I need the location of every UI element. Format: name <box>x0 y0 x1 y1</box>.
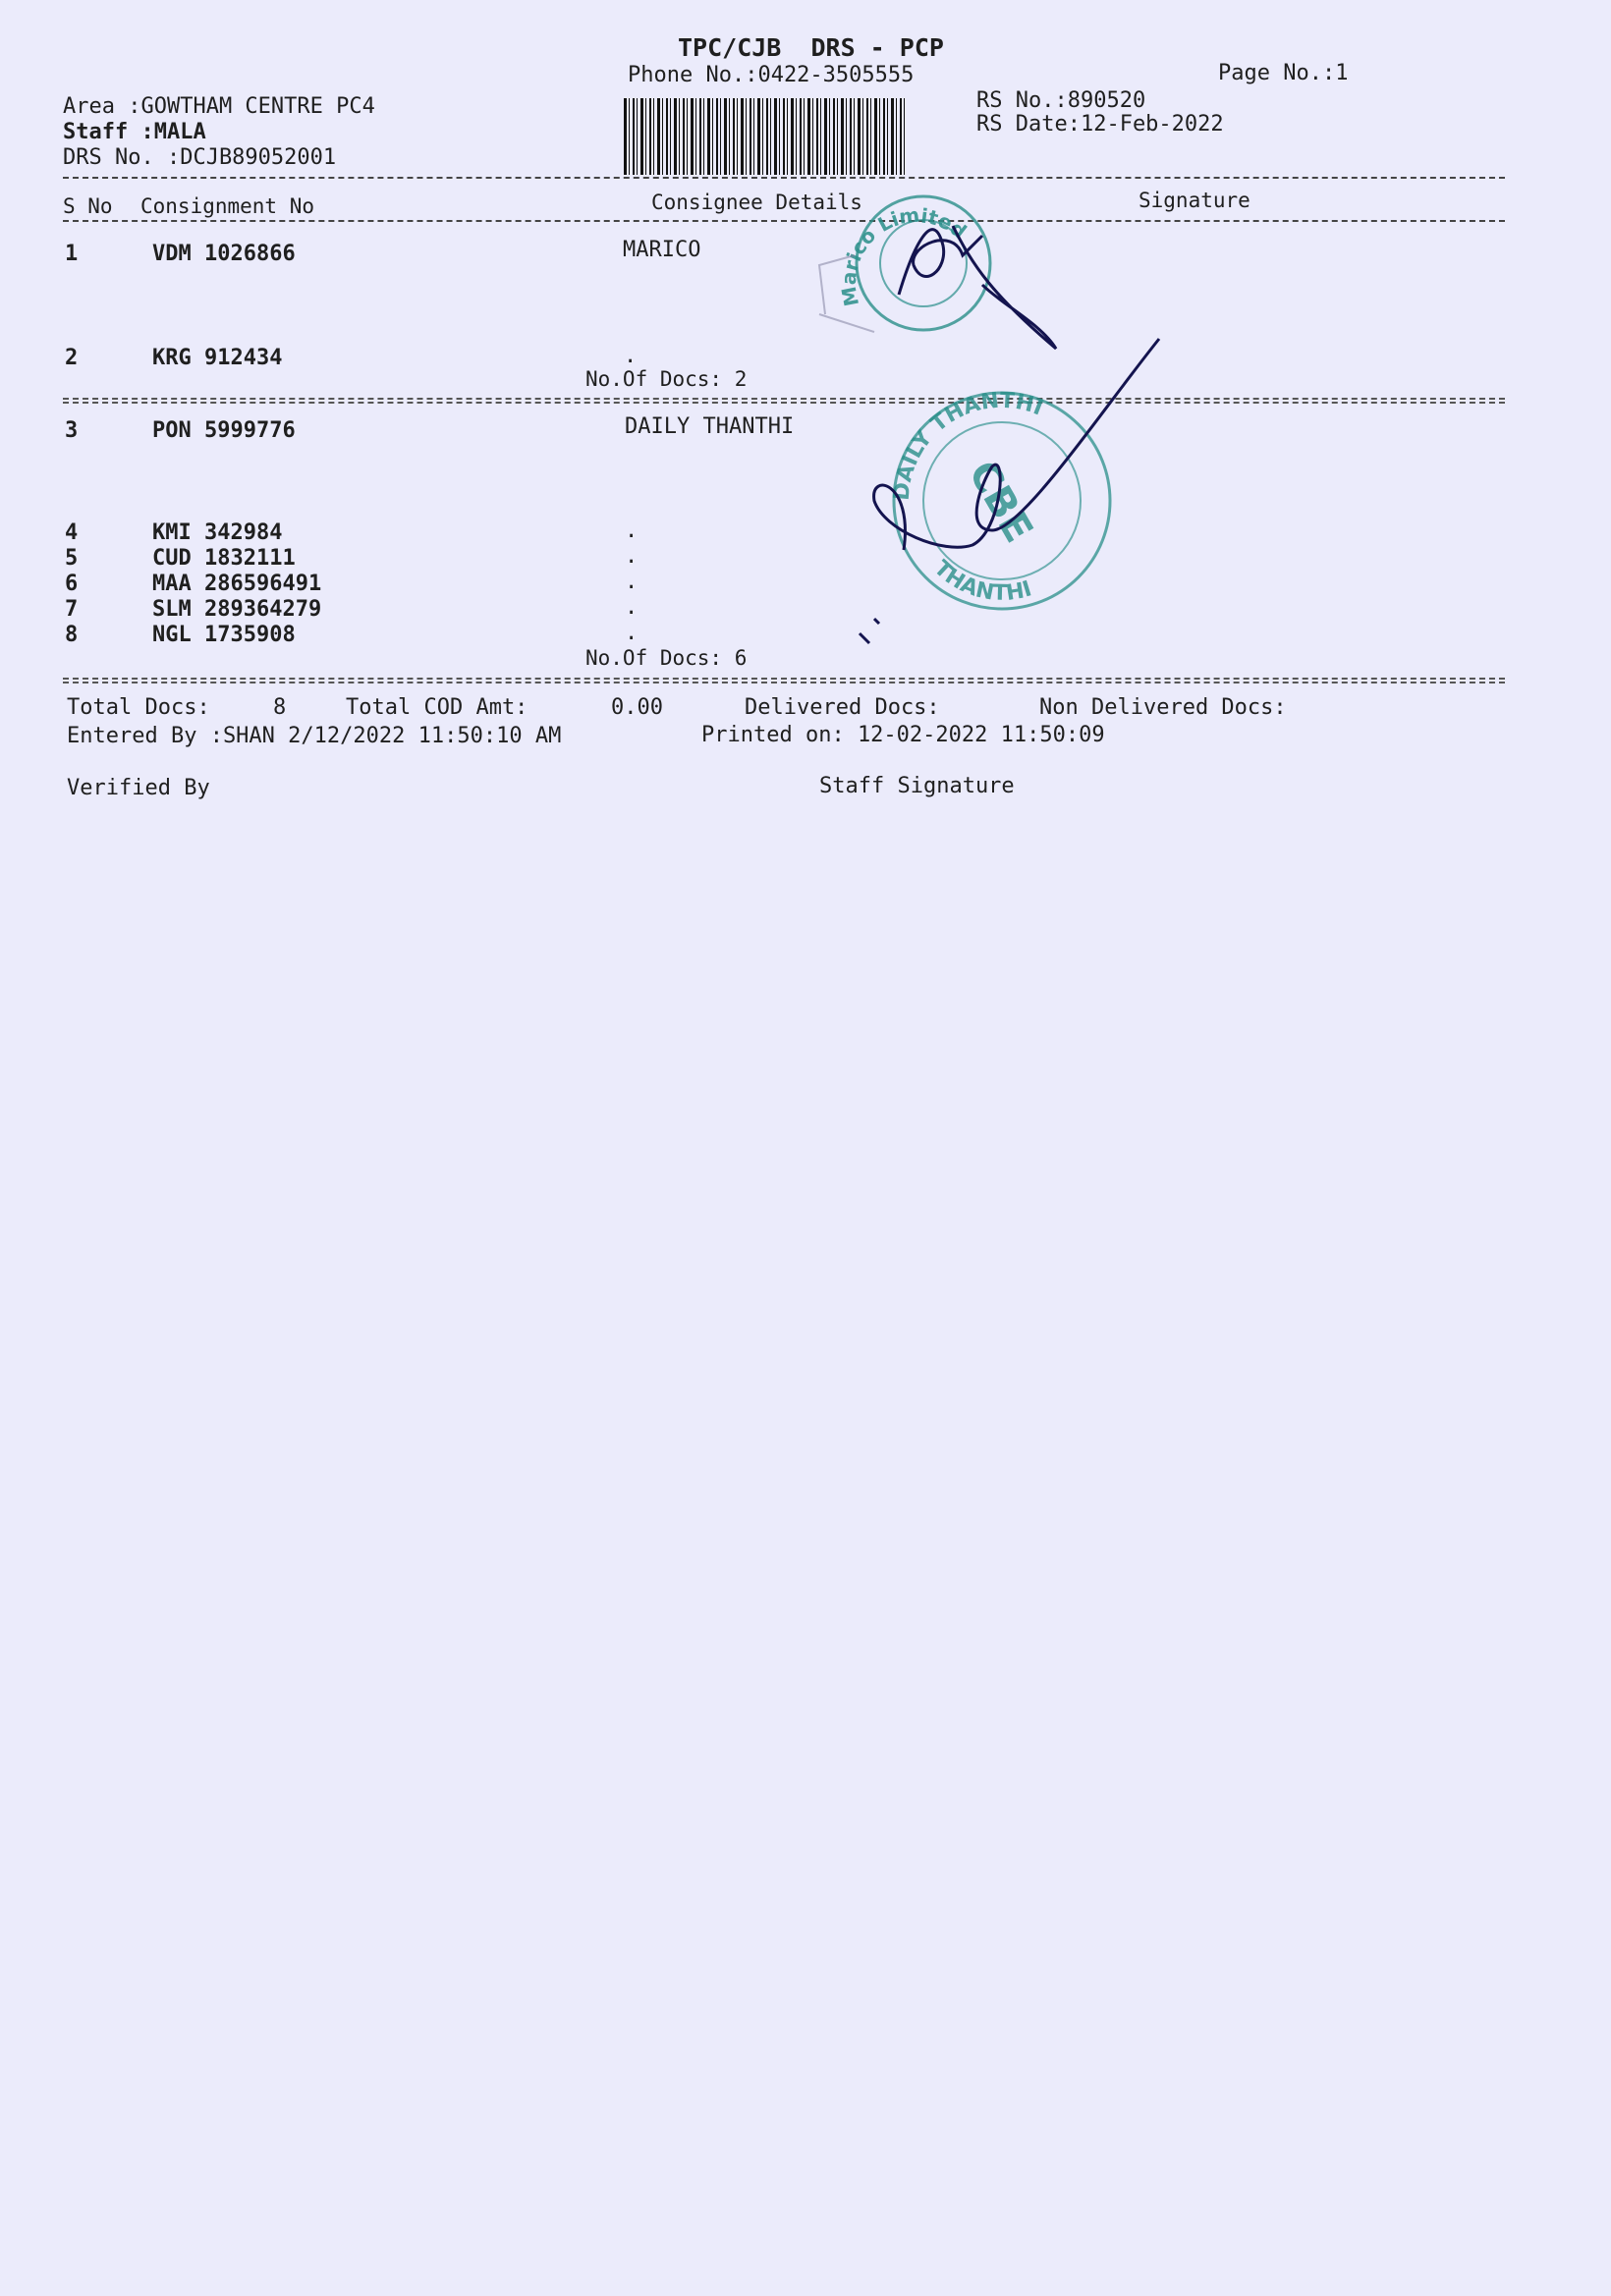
header-rule-bottom <box>63 220 1505 222</box>
row-detail: . <box>625 544 639 569</box>
marico-stamp-text: Marico Limited <box>836 202 972 308</box>
docs-count: No.Of Docs: 6 <box>585 646 748 670</box>
docs-count: No.Of Docs: 2 <box>585 367 748 391</box>
group-separator <box>63 678 1505 680</box>
thanthi-stamp-bottom-text: THANTHI <box>928 556 1035 606</box>
row-detail: . <box>625 621 639 645</box>
staff-label: Staff :MALA <box>63 120 206 144</box>
row-detail: . <box>625 519 639 543</box>
row-sno: 6 <box>65 572 79 596</box>
rs-number: RS No.:890520 <box>976 88 1146 113</box>
consignee-name: MARICO <box>623 238 701 262</box>
row-consignment: CUD 1832111 <box>152 546 296 571</box>
drs-number: DRS No. :DCJB89052001 <box>63 145 337 170</box>
row-consignment: SLM 289364279 <box>152 597 322 622</box>
thanthi-stamp-center-text: CBE <box>959 453 1041 551</box>
delivered-docs-label: Delivered Docs: <box>745 695 940 720</box>
row-consignment: PON 5999776 <box>152 418 296 443</box>
row-sno: 1 <box>65 242 79 266</box>
printed-on: Printed on: 12-02-2022 11:50:09 <box>701 723 1105 747</box>
row-detail: . <box>625 595 639 620</box>
consignee-name: DAILY THANTHI <box>625 414 795 439</box>
row-sno: 8 <box>65 623 79 647</box>
row-consignment: MAA 286596491 <box>152 572 322 596</box>
barcode <box>624 98 906 175</box>
thanthi-stamp-top-text: DAILY THANTHI <box>889 388 1047 502</box>
report-title: TPC/CJB DRS - PCP <box>678 33 944 62</box>
svg-text:Marico Limited <box>837 203 972 308</box>
total-cod-value: 0.00 <box>611 695 663 720</box>
row-sno: 3 <box>65 418 79 443</box>
verified-by: Verified By <box>67 776 210 800</box>
staff-signature: Staff Signature <box>819 774 1015 798</box>
svg-text:THANTHI <box>929 556 1035 606</box>
column-consignee: Consignee Details <box>651 191 862 214</box>
row-detail: . <box>624 344 638 368</box>
column-signature: Signature <box>1139 189 1250 212</box>
area-label: Area :GOWTHAM CENTRE PC4 <box>63 94 375 119</box>
row-consignment: NGL 1735908 <box>152 623 296 647</box>
group-separator <box>63 398 1505 400</box>
rs-date: RS Date:12-Feb-2022 <box>976 112 1224 137</box>
row-sno: 4 <box>65 520 79 545</box>
total-cod-label: Total COD Amt: <box>346 695 528 720</box>
row-sno: 7 <box>65 597 79 622</box>
row-consignment: KMI 342984 <box>152 520 283 545</box>
row-consignment: VDM 1026866 <box>152 242 296 266</box>
phone-number: Phone No.:0422-3505555 <box>628 63 915 87</box>
row-consignment: KRG 912434 <box>152 346 283 370</box>
entered-by: Entered By :SHAN 2/12/2022 11:50:10 AM <box>67 724 562 748</box>
page-number: Page No.:1 <box>1218 61 1349 85</box>
row-sno: 2 <box>65 346 79 370</box>
row-sno: 5 <box>65 546 79 571</box>
total-docs-value: 8 <box>273 695 287 720</box>
column-consignment: Consignment No <box>140 194 315 218</box>
row-detail: . <box>625 570 639 594</box>
thanthi-stamp <box>845 334 1179 658</box>
non-delivered-docs-label: Non Delivered Docs: <box>1039 695 1287 720</box>
column-sno: S No <box>63 194 113 218</box>
header-rule-top <box>63 177 1505 179</box>
total-docs-label: Total Docs: <box>67 695 210 720</box>
